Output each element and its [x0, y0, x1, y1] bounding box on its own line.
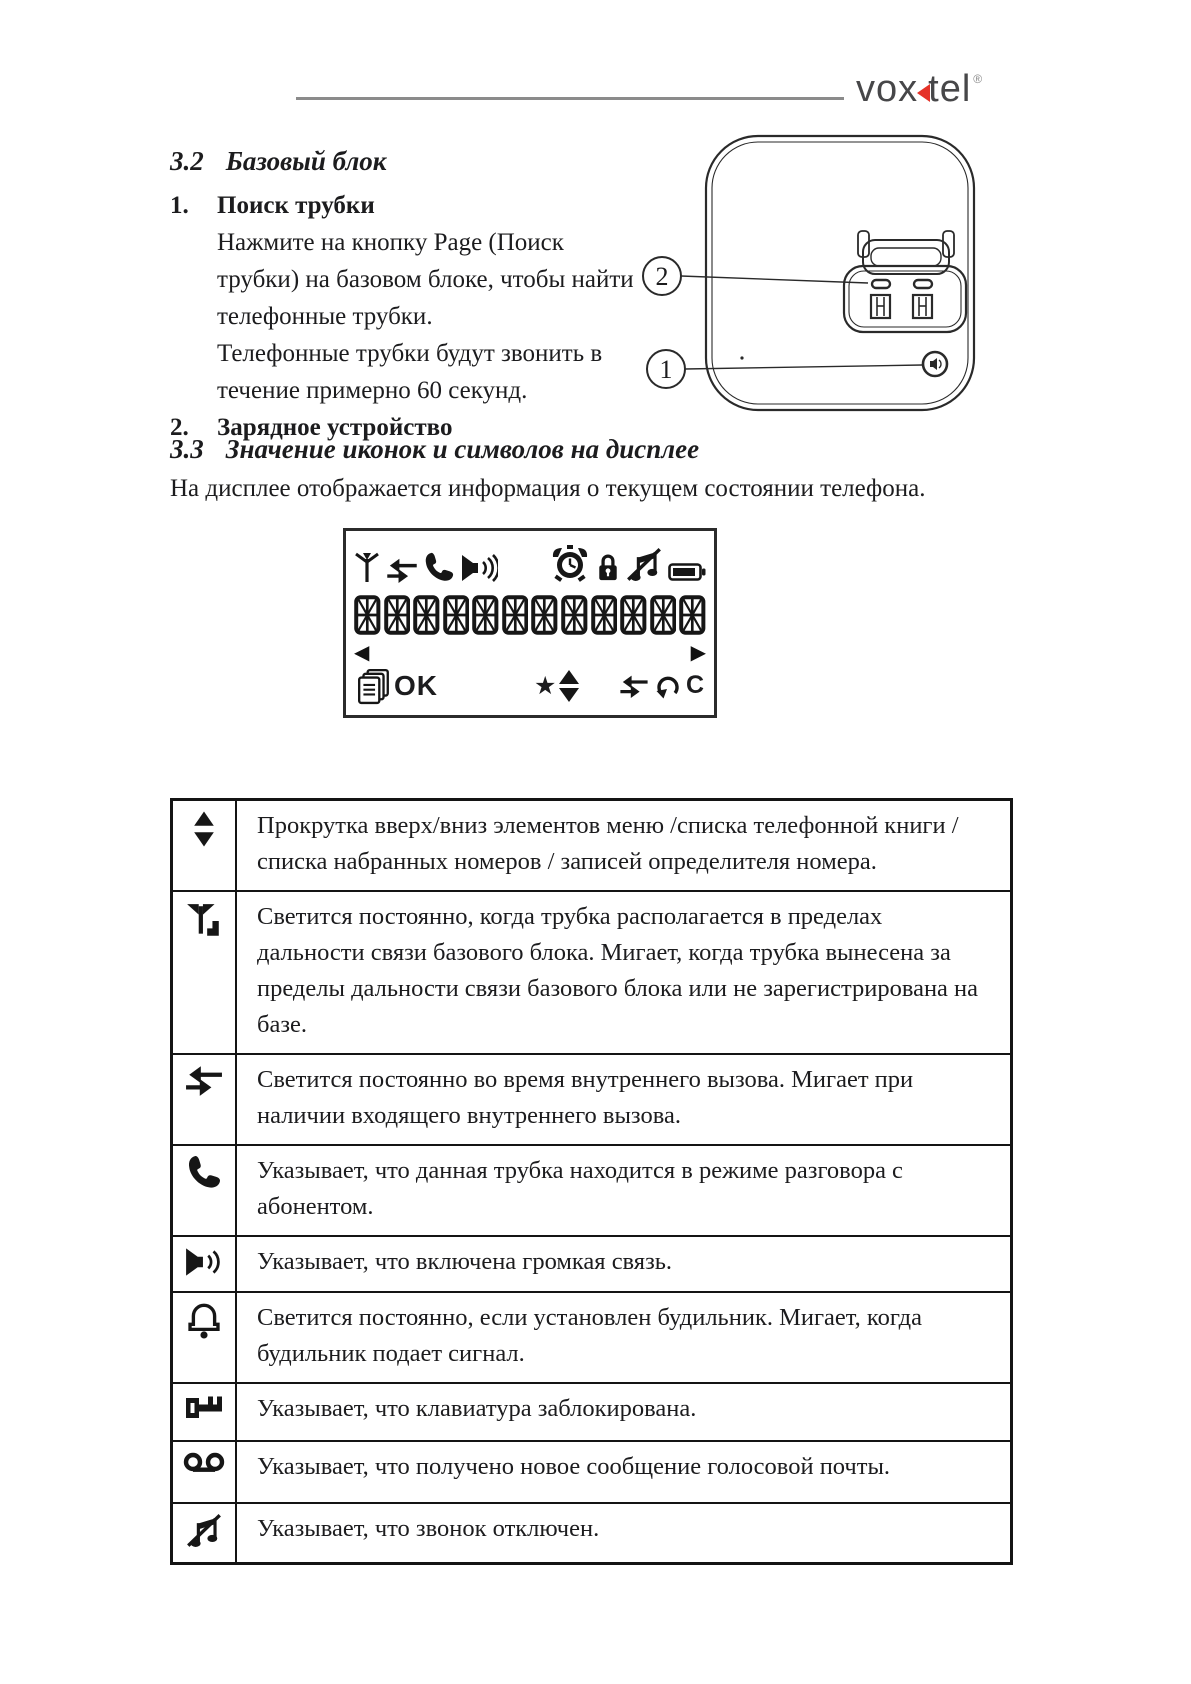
- list-number: 2.: [170, 414, 189, 441]
- section-intro: На дисплее отображается информация о текущем состоянии телефона.: [170, 475, 926, 502]
- section-title: Значение иконок и символов на дисплее: [225, 434, 700, 464]
- alarm-bell-icon: [187, 1302, 221, 1340]
- logo-text-right: tel: [928, 68, 972, 110]
- icon-description: Светится постоянно во время внутреннего вызова. Мигает при наличии входящего внутреннего вызова.: [257, 1066, 914, 1129]
- table-row: [173, 801, 1010, 892]
- page-speaker-icon: [930, 358, 941, 370]
- segment-char-icon: [620, 589, 647, 641]
- logo-text-left: vox: [856, 68, 919, 110]
- base-unit-diagram: [620, 128, 1000, 420]
- transfer-arrows-icon: [618, 674, 650, 698]
- list-item-title: Зарядное устройство: [217, 414, 453, 441]
- internal-call-icon: [386, 557, 418, 583]
- clear-key-label: C: [685, 671, 704, 700]
- section-number: 3.3: [170, 434, 204, 464]
- ringer-off-icon: [626, 547, 662, 583]
- logo-registered-mark: ®: [973, 72, 984, 86]
- table-row: [173, 1293, 1010, 1384]
- icon-description: Указывает, что клавиатура заблокирована.: [257, 1395, 697, 1422]
- segment-char-icon: [384, 589, 411, 641]
- list-item: [170, 187, 640, 409]
- arrow-right-icon: ▶: [690, 640, 706, 665]
- table-row: [173, 1237, 1010, 1293]
- icon-description: Прокрутка вверх/вниз элементов меню /списка телефонной книги / списка набранных номеров / записей определителя номера.: [257, 812, 959, 875]
- section-title: Базовый блок: [225, 146, 387, 176]
- menu-pages-icon: [356, 667, 392, 705]
- internal-call-icon: [185, 1064, 223, 1096]
- list-number: 1.: [170, 192, 189, 219]
- table-row: [173, 1055, 1010, 1146]
- segment-char-icon: [502, 589, 529, 641]
- segment-char-icon: [472, 589, 499, 641]
- ringer-off-icon: [186, 1513, 222, 1549]
- icon-description: Указывает, что звонок отключен.: [257, 1515, 600, 1542]
- callout-2-label: 2: [655, 262, 669, 291]
- section-3-3-heading: [170, 434, 1050, 465]
- icon-cell: [173, 1384, 237, 1440]
- redial-arrow-icon: [655, 673, 681, 699]
- table-row: [173, 1442, 1010, 1504]
- handset-icon: [187, 1155, 221, 1189]
- handset-icon: [424, 551, 454, 583]
- icon-cell: [173, 801, 237, 890]
- icon-cell: [173, 1237, 237, 1291]
- icon-description: Указывает, что получено новое сообщение голосовой почты.: [257, 1453, 891, 1480]
- voicemail-icon: [183, 1451, 225, 1475]
- speaker-icon: [460, 553, 498, 583]
- scroll-up-down-icon: [192, 810, 216, 848]
- star-icon: ★: [534, 671, 557, 701]
- antenna-signal-icon: [185, 901, 223, 941]
- icon-cell: [173, 1504, 237, 1562]
- antenna-icon: [354, 551, 380, 583]
- table-row: [173, 1384, 1010, 1442]
- base-unit-drawing: [620, 128, 1000, 420]
- segment-char-icon: [531, 589, 558, 641]
- lcd-display: [343, 528, 717, 718]
- icon-description: Указывает, что данная трубка находится в режиме разговора с абонентом.: [257, 1157, 903, 1220]
- segment-char-icon: [679, 589, 706, 641]
- table-row: [173, 1146, 1010, 1237]
- section-base-unit: [170, 146, 640, 446]
- lock-icon: [596, 551, 620, 583]
- ok-label: OK: [394, 669, 438, 701]
- segment-char-icon: [413, 589, 440, 641]
- icon-description: Светится постоянно, когда трубка располагается в пределах дальности связи базового блока. Мигает, когда трубка вынесена за пределы дальности связи базового блока или не зарегистрирована на базе.: [257, 903, 979, 1038]
- section-display-icons: [170, 434, 1050, 503]
- icon-description: Светится постоянно, если установлен будильник. Мигает, когда будильник подает сигнал.: [257, 1304, 922, 1367]
- callout-1-label: 1: [659, 355, 673, 384]
- scroll-up-down-icon: [558, 669, 580, 703]
- icon-cell: [173, 1293, 237, 1382]
- voxtel-logo: [856, 68, 983, 111]
- segment-char-icon: [561, 589, 588, 641]
- battery-icon: [668, 561, 706, 583]
- segment-display-row: [354, 589, 706, 641]
- paragraph: Телефонные трубки будут звонить в течение примерно 60 секунд.: [217, 340, 603, 404]
- list-item-title: Поиск трубки: [217, 192, 375, 219]
- table-row: [173, 892, 1010, 1055]
- arrow-left-icon: ◀: [354, 640, 370, 665]
- icon-cell: [173, 1146, 237, 1235]
- icon-meaning-table: [170, 798, 1013, 1565]
- icon-cell: [173, 1442, 237, 1502]
- icon-cell: [173, 892, 237, 1053]
- keypad-lock-icon: [184, 1393, 224, 1421]
- alarm-clock-icon: [550, 545, 590, 583]
- table-row: [173, 1504, 1010, 1562]
- segment-char-icon: [354, 589, 381, 641]
- icon-cell: [173, 1055, 237, 1144]
- speakerphone-icon: [184, 1246, 224, 1278]
- segment-char-icon: [650, 589, 677, 641]
- section-number: 3.2: [170, 146, 204, 176]
- paragraph: Нажмите на кнопку Page (Поиск трубки) на базовом блоке, чтобы найти телефонные трубки.: [217, 229, 634, 330]
- section-3-2-heading: [170, 146, 640, 177]
- icon-description: Указывает, что включена громкая связь.: [257, 1248, 673, 1275]
- segment-char-icon: [443, 589, 470, 641]
- segment-char-icon: [591, 589, 618, 641]
- header-rule: [296, 97, 844, 100]
